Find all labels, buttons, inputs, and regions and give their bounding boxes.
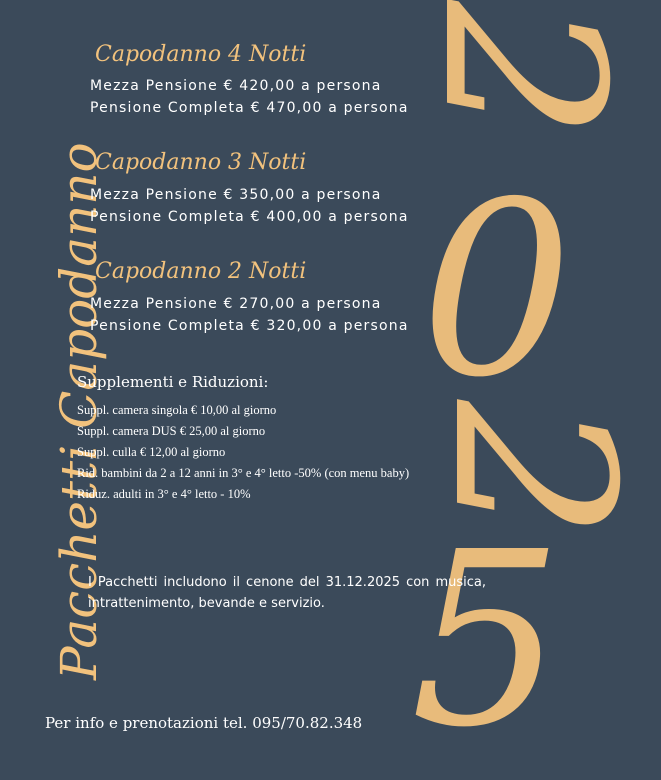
- year-digit-1: 2: [395, 0, 652, 140]
- supplements-list: [77, 400, 409, 505]
- package-title-4-notti: Capodanno 4 Notti: [95, 42, 307, 67]
- supplement-item: Suppl. culla € 12,00 al giorno: [77, 445, 226, 459]
- package-line: Pensione Completa € 320,00 a persona: [90, 318, 409, 334]
- vertical-title: Pacchetti Capodanno: [50, 142, 108, 680]
- included-text: I Pacchetti includono il cenone del 31.12.2025 con musica, intrattenimento, bevande e servizio.: [88, 575, 486, 611]
- package-title-2-notti: Capodanno 2 Notti: [95, 259, 307, 284]
- year-digit-4: 5: [410, 500, 563, 780]
- year-digit-3: 2: [405, 400, 661, 540]
- package-line: Pensione Completa € 470,00 a persona: [90, 100, 409, 116]
- supplement-item: Riduz. adulti in 3° e 4° letto - 10%: [77, 487, 251, 501]
- package-line: Pensione Completa € 400,00 a persona: [90, 209, 409, 225]
- contact-info: Per info e prenotazioni tel. 095/70.82.348: [45, 714, 363, 732]
- year-digit-2: 0: [420, 150, 573, 430]
- package-line: Mezza Pensione € 350,00 a persona: [90, 187, 382, 203]
- supplement-item: Suppl. camera singola € 10,00 al giorno: [77, 403, 277, 417]
- supplement-item: Rid. bambini da 2 a 12 anni in 3° e 4° letto -50% (con menu baby): [77, 466, 410, 480]
- package-line: Mezza Pensione € 420,00 a persona: [90, 78, 382, 94]
- package-title-3-notti: Capodanno 3 Notti: [95, 150, 307, 175]
- supplement-item: Suppl. camera DUS € 25,00 al giorno: [77, 424, 266, 438]
- supplements-title: Supplementi e Riduzioni:: [77, 373, 269, 391]
- package-line: Mezza Pensione € 270,00 a persona: [90, 296, 382, 312]
